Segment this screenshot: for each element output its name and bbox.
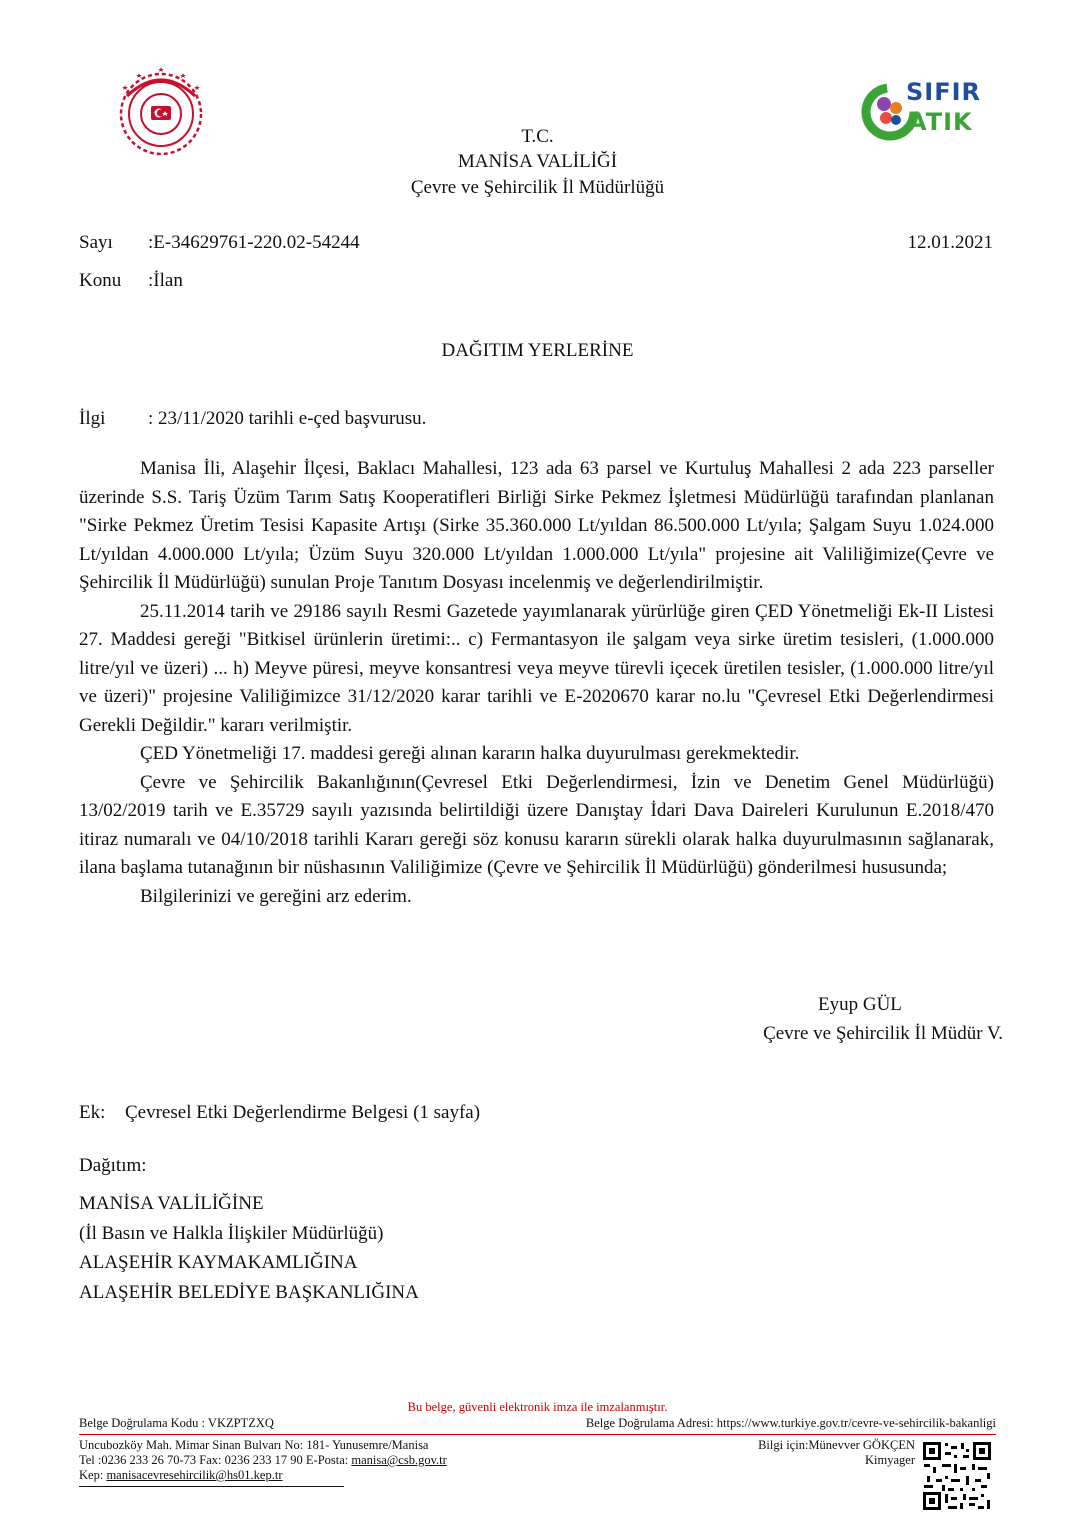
verify-address: Belge Doğrulama Adresi: https://www.turkiye.gov.tr/cevre-ve-sehircilik-bakanligi: [585, 1416, 996, 1430]
info-contact: Bilgi için:Münevver GÖKÇEN: [758, 1438, 915, 1452]
email-link[interactable]: manisa@csb.gov.tr: [351, 1453, 447, 1467]
document-date: 12.01.2021: [907, 232, 993, 253]
konu-label: Konu: [79, 270, 122, 291]
distribution-item: (İl Basın ve Halkla İlişkiler Müdürlüğü): [79, 1222, 384, 1244]
attachment-value: Çevresel Etki Değerlendirme Belgesi (1 sayfa): [125, 1102, 481, 1123]
distribution-label: Dağıtım:: [79, 1155, 147, 1176]
kep-label: Kep:: [79, 1468, 107, 1482]
letter-body: [79, 455, 994, 911]
logo-text-bottom: ATIK: [908, 108, 973, 136]
office-address: Uncubozköy Mah. Mimar Sinan Bulvarı No: 181- Yunusemre/Manisa: [79, 1438, 429, 1452]
sayi-value: :E-34629761-220.02-54244: [148, 232, 360, 253]
konu-value: :İlan: [148, 270, 183, 291]
sayi-label: Sayı: [79, 232, 113, 253]
distribution-item: ALAŞEHİR KAYMAKAMLIĞINA: [79, 1252, 358, 1273]
header-tc: T.C.: [521, 126, 554, 147]
ilgi-value: : 23/11/2020 tarihli e-çed başvurusu.: [148, 408, 427, 429]
body-paragraph: ÇED Yönetmeliği 17. maddesi gereği alınan kararın halka duyurulması gerekmektedir.: [140, 743, 800, 764]
recipient-heading: DAĞITIM YERLERİNE: [441, 340, 634, 361]
kep-underline: [79, 1486, 344, 1487]
distribution-item: ALAŞEHİR BELEDİYE BAŞKANLIĞINA: [79, 1281, 419, 1303]
contact-line: [79, 1453, 447, 1468]
signatory-name: Eyup GÜL: [818, 994, 902, 1015]
distribution-list: [79, 1189, 419, 1307]
body-paragraph: Bilgilerinizi ve gereğini arz ederim.: [140, 885, 412, 907]
header-institution: MANİSA VALİLİĞİ: [457, 151, 618, 172]
kep-link[interactable]: manisacevresehircilik@hs01.kep.tr: [106, 1468, 283, 1482]
distribution-item: MANİSA VALİLİĞİNE: [79, 1193, 264, 1214]
header-department: Çevre ve Şehircilik İl Müdürlüğü: [410, 177, 665, 198]
signatory-title: Çevre ve Şehircilik İl Müdür V.: [763, 1023, 1003, 1044]
kep-line: [79, 1468, 282, 1483]
footer-divider: [79, 1434, 996, 1435]
info-title: Kimyager: [865, 1453, 915, 1467]
ilgi-label: İlgi: [79, 408, 106, 429]
qr-code: [921, 1440, 993, 1512]
body-paragraph: 25.11.2014 tarih ve 29186 sayılı Resmi Gazetede yayımlanarak yürürlüğe giren ÇED Yönetmeliği Ek-II Listesi 27. Maddesi gereği "Bitkisel ürünlerin üretimi:.. c) Fermantasyon ile şalgam veya sirke üretim tesisleri, (1.000.000 litre/yıl ve üzeri) ... h) Meyve püresi, meyve konsantresi veya meyve türevli içecek üretilen tesisler, (1.000.000 litre/yıl ve üzeri)" projesine Valiliğimizce 31/12/2020 karar tarihli ve E-2020670 karar no.lu "Çevresel Etki Değerlendirmesi Gerekli Değildir." kararı verilmiştir.: [79, 600, 994, 736]
verify-code: Belge Doğrulama Kodu : VKZPTZXQ: [79, 1416, 274, 1430]
body-paragraph: Çevre ve Şehircilik Bakanlığının(Çevresel Etki Değerlendirmesi, İzin ve Denetim Genel Müdürlüğü) 13/02/2019 tarih ve E.35729 sayılı yazısında belirtildiği üzere Danıştay İdari Dava Daireleri Kurulunun E.2018/470 itiraz numaralı ve 04/10/2018 tarihli Kararı gereği söz konusu kararın sürekli olarak halka duyurulmasının sağlanarak, ilana başlama tutanağının bir nüshasının Valiliğimize (Çevre ve Şehircilik İl Müdürlüğü) gönderilmesi hususunda;: [79, 771, 994, 878]
logo-text-top: SIFIR: [906, 78, 982, 106]
phone-fax: Tel :0236 233 26 70-73 Fax: 0236 233 17 90 E-Posta:: [79, 1453, 352, 1467]
esign-note: Bu belge, güvenli elektronik imza ile imzalanmıştır.: [407, 1400, 668, 1414]
body-paragraph: Manisa İli, Alaşehir İlçesi, Baklacı Mahallesi, 123 ada 63 parsel ve Kurtuluş Mahallesi 2 ada 223 parseller üzerinde S.S. Tariş Üzüm Tarım Satış Kooperatifleri Birliği Sirke Pekmez İşletmesi Müdürlüğü tarafından planlanan "Sirke Pekmez Üretim Tesisi Kapasite Artışı (Sirke 35.360.000 Lt/yıldan 86.500.000 Lt/yıla; Şalgam Suyu 1.024.000 Lt/yıldan 4.000.000 Lt/yıla; Üzüm Suyu 320.000 Lt/yıldan 1.000.000 Lt/yıla" projesine ait Valiliğimize(Çevre ve Şehircilik İl Müdürlüğü) sunulan Proje Tanıtım Dosyası incelenmiş ve değerlendirilmiştir.: [79, 458, 994, 593]
attachment-label: Ek:: [79, 1102, 106, 1123]
